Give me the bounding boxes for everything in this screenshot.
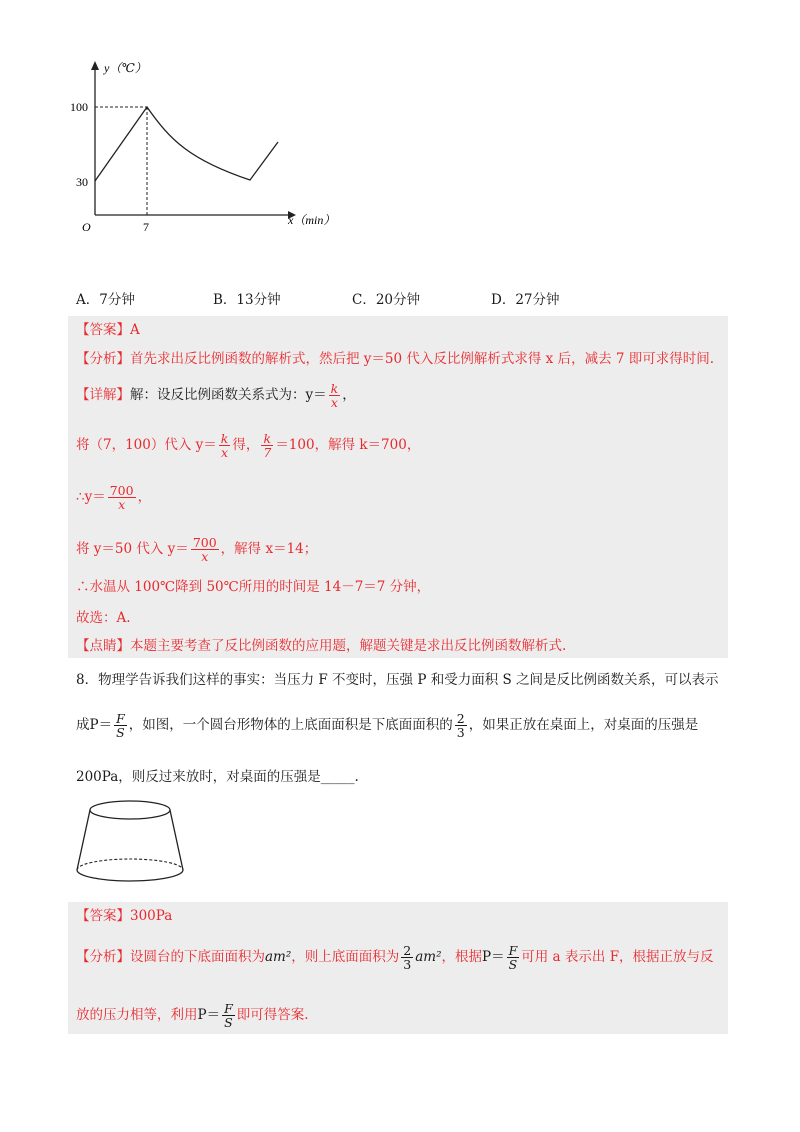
temperature-time-graph <box>60 50 360 250</box>
q8-analysis-line2: 放的压力相等，利用P＝ $\frac{F}{S}$ 即可得答案. <box>76 1001 309 1031</box>
frustum-figure <box>72 796 188 888</box>
q7-analysis: 【分析】首先求出反比例函数的解析式，然后把 y＝50 代入反比例解析式求得 x 后，减去 7 即可求得时间. <box>76 351 715 367</box>
q7-detail-line4: 将 y＝50 代入 y＝ $\frac{700}{x}$ ，解得 x＝14； <box>76 535 318 565</box>
q7-detail-line5: ∴水温从 100℃降到 50℃所用的时间是 14－7＝7 分钟， <box>76 579 431 595</box>
choice-d[interactable]: D．27分钟 <box>491 292 560 308</box>
q8-line3: 200Pa，则反过来放时，对桌面的压强是_____. <box>76 769 359 785</box>
q7-answer: 【答案】A <box>76 322 140 338</box>
q7-detail-line6: 故选：A. <box>76 610 131 626</box>
fraction-k-over-x: $\frac{k}{x}$ <box>330 381 339 411</box>
q8-solution-box <box>68 902 728 1034</box>
q8-line1: 8．物理学告诉我们这样的事实：当压力 F 不变时，压强 P 和受力面积 S 之间是反比例函数关系，可以表示 <box>76 672 719 688</box>
q8-analysis-line1: 【分析】设圆台的下底面面积为am²，则上底面面积为 $\frac{2}{3}$ am²，根据P＝ $\frac{F}{S}$ 可用 a 表示出 F，根据正放与反 <box>76 943 714 973</box>
choice-b[interactable]: B．13分钟 <box>213 292 281 308</box>
origin-label: O <box>82 220 91 234</box>
x-tick-7: 7 <box>143 220 149 234</box>
y-axis-label: y（℃） <box>104 61 147 75</box>
choice-c[interactable]: C．20分钟 <box>352 292 421 308</box>
q7-detail-line3: ∴y＝ $\frac{700}{x}$ ， <box>76 483 152 513</box>
choice-a[interactable]: A．7分钟 <box>76 292 135 308</box>
q8-line2: 成P＝ $\frac{F}{S}$ ，如图，一个圆台形物体的上底面面积是下底面面积的 $\frac{2}{3}$ ，如果正放在桌面上，对桌面的压强是 <box>76 711 699 741</box>
temperature-curve <box>95 107 278 181</box>
y-tick-100: 100 <box>70 100 88 114</box>
q7-solution-box <box>68 316 728 658</box>
y-tick-30: 30 <box>76 175 88 189</box>
q8-answer: 【答案】300Pa <box>76 908 173 924</box>
q7-comment: 【点睛】本题主要考查了反比例函数的应用题，解题关键是求出反比例函数解析式. <box>76 638 567 654</box>
q7-detail-line1: 【详解】解：设反比例函数关系式为：y＝ $\frac{k}{x}$ ， <box>76 381 356 411</box>
x-axis-label: x（min） <box>288 213 336 227</box>
q7-detail-line2: 将（7，100）代入 y＝ $\frac{k}{x}$ 得， $\frac{k}{7}$ ＝100，解得 k＝700， <box>76 431 421 461</box>
